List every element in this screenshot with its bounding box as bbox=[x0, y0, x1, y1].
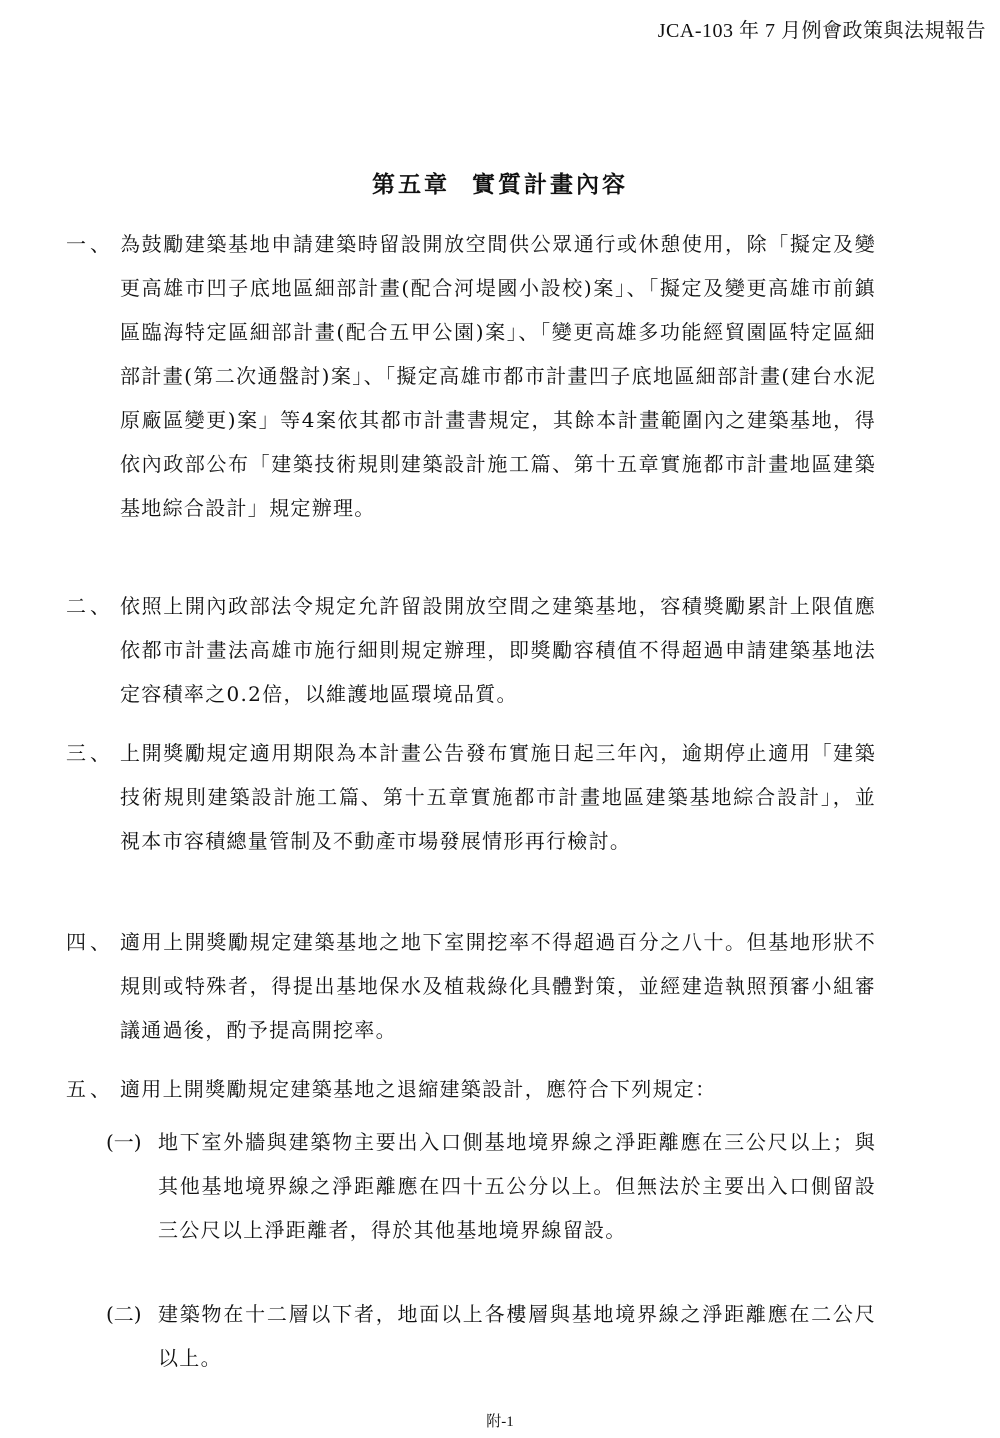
running-header: JCA-103 年 7 月例會政策與法規報告 bbox=[657, 20, 986, 42]
page-number: 附-1 bbox=[486, 1414, 514, 1430]
clause-4 bbox=[66, 920, 876, 1052]
clause-text: 上開獎勵規定適用期限為本計畫公告發布實施日起三年內，逾期停止適用「建築技術規則建築設計施工篇、第十五章實施都市計畫地區建築基地綜合設計」，並視本市容積總量管制及不動產市場發展情形再行檢討。 bbox=[120, 741, 876, 853]
clause-number: 三、 bbox=[66, 741, 114, 765]
clause-1 bbox=[66, 222, 876, 530]
clause-number: 四、 bbox=[66, 930, 114, 954]
subclause-number: (二) bbox=[106, 1302, 142, 1326]
clause-number: 二、 bbox=[66, 594, 114, 618]
clause-text: 依照上開內政部法令規定允許留設開放空間之建築基地，容積獎勵累計上限值應依都市計畫法高雄市施行細則規定辦理，即獎勵容積值不得超過申請建築基地法定容積率之0.2倍，以維護地區環境品質。 bbox=[120, 594, 876, 706]
clause-2 bbox=[66, 584, 876, 716]
subclause-number: (一) bbox=[106, 1130, 142, 1154]
clause-number: 五、 bbox=[66, 1077, 114, 1101]
subclause-5-1 bbox=[106, 1120, 876, 1252]
subclause-text: 地下室外牆與建築物主要出入口側基地境界線之淨距離應在三公尺以上；與其他基地境界線之淨距離應在四十五公分以上。但無法於主要出入口側留設三公尺以上淨距離者，得於其他基地境界線留設。 bbox=[158, 1130, 876, 1242]
subclause-5-2 bbox=[106, 1292, 876, 1380]
clause-text: 適用上開獎勵規定建築基地之地下室開挖率不得超過百分之八十。但基地形狀不規則或特殊者，得提出基地保水及植栽綠化具體對策，並經建造執照預審小組審議通過後，酌予提高開挖率。 bbox=[120, 930, 876, 1042]
clause-number: 一、 bbox=[66, 232, 114, 256]
clause-3 bbox=[66, 731, 876, 863]
clause-text: 為鼓勵建築基地申請建築時留設開放空間供公眾通行或休憩使用，除「擬定及變更高雄市凹子底地區細部計畫(配合河堤國小設校)案」、「擬定及變更高雄市前鎮區臨海特定區細部計畫(配合五甲公園)案」、「變更高雄多功能經貿園區特定區細部計畫(第二次通盤討)案」、「擬定高雄市都市計畫凹子底地區細部計畫(建台水泥原廠區變更)案」等4案依其都市計畫書規定，其餘本計畫範圍內之建築基地，得依內政部公布「建築技術規則建築設計施工篇、第十五章實施都市計畫地區建築基地綜合設計」規定辦理。 bbox=[120, 232, 876, 520]
subclause-text: 建築物在十二層以下者，地面以上各樓層與基地境界線之淨距離應在二公尺以上。 bbox=[158, 1302, 876, 1370]
clause-text: 適用上開獎勵規定建築基地之退縮建築設計，應符合下列規定： bbox=[120, 1077, 717, 1101]
chapter-title: 第五章 實質計畫內容 bbox=[371, 171, 628, 198]
clause-5 bbox=[66, 1067, 876, 1111]
